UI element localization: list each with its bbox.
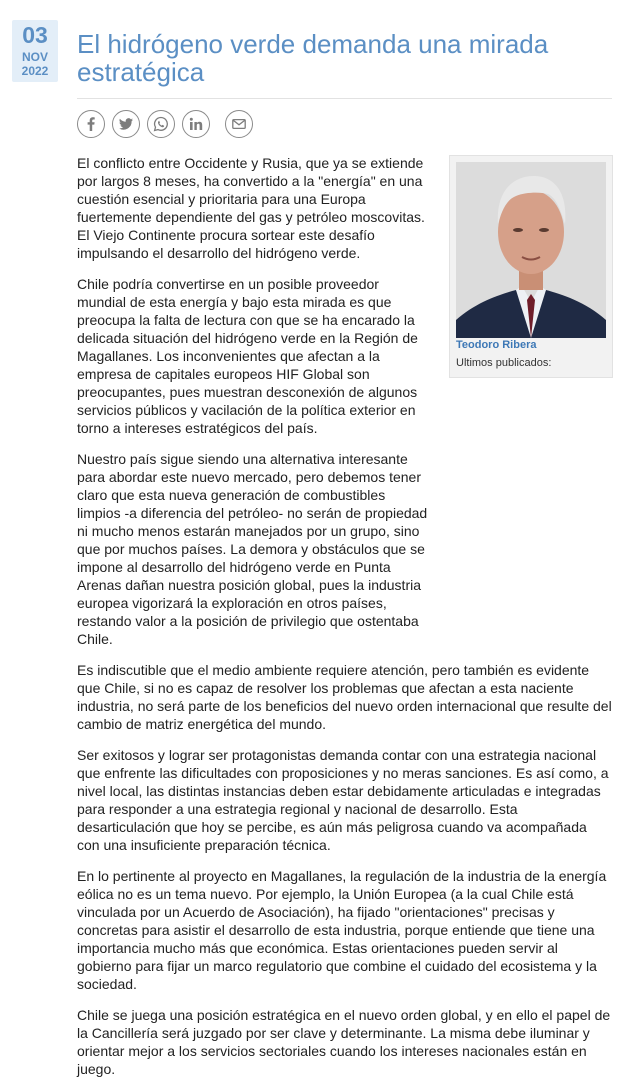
- article-paragraph: Chile podría convertirse en un posible proveedor mundial de esta energía y bajo esta mirada es que preocupa la falta de lectura con que se ha encarado la delicada situación del hidrógeno verde en la Región de Magallanes. Los inconvenientes que afectan a la empresa de capitales europeos HIF Global son preocupantes, pues muestran desconexión de algunos servicios públicos y vacilación de la política exterior en torno a intereses estratégicos del país.: [77, 276, 418, 436]
- share-whatsapp-button[interactable]: [147, 110, 175, 138]
- author-recent-label: Ultimos publicados:: [456, 357, 552, 369]
- share-linkedin-button[interactable]: [182, 110, 210, 138]
- date-badge: [12, 20, 58, 82]
- article-title: El hidrógeno verde demanda una mirada estratégica: [77, 29, 549, 87]
- article-paragraph: Ser exitosos y lograr ser protagonistas demanda contar con una estrategia nacional que enfrente las dificultades con proposiciones y no meras sanciones. Es así como, a nivel local, las distintas instancias deben estar debidamente articuladas e integradas para responder a una estrategia regional y nacional de desarrollo. Esta desarticulación que hoy se percibe, es aún más peligrosa cuando va acompañada con una insuficiente preparación técnica.: [77, 747, 609, 853]
- title-divider: [77, 98, 612, 99]
- author-name-link[interactable]: Teodoro Ribera: [456, 339, 537, 351]
- article-paragraph: Chile se juega una posición estratégica en el nuevo orden global, y en ello el papel de la Cancillería será juzgado por ser clave y determinante. La misma debe iluminar y orientar mejor a los servicios sectoriales cuando los intereses nacionales están en juego.: [77, 1007, 611, 1077]
- date-month: NOV: [21, 50, 48, 64]
- share-bar: [77, 110, 253, 140]
- share-twitter-button[interactable]: [112, 110, 140, 138]
- article-paragraph: Es indiscutible que el medio ambiente requiere atención, pero también es evidente que Chile, si no es capaz de resolver los problemas que afectan a esta naciente industria, no será parte de los beneficios del nuevo orden internacional que resulte del cambio de matriz energética del mundo.: [77, 662, 612, 732]
- article-paragraph: Nuestro país sigue siendo una alternativa interesante para abordar este nuevo mercado, pero debemos tener claro que esta nueva generación de combustibles limpios -a diferencia del petróleo- no serán de propiedad ni mucho menos estarán manejados por un grupo, sino que por muchos países. La demora y obstáculos que se impone al desarrollo del hidrógeno verde en Punta Arenas dañan nuestra posición global, pues la industria europea vigorizará la exploración en otros países, restando valor a la posición de privilegio que ostentaba Chile.: [77, 451, 428, 647]
- date-day: 03: [22, 22, 48, 48]
- twitter-icon: [118, 116, 134, 132]
- share-facebook-button[interactable]: [77, 110, 105, 138]
- whatsapp-icon: [153, 116, 169, 132]
- mail-icon: [231, 116, 247, 132]
- date-year: 2022: [21, 64, 49, 78]
- facebook-icon: [83, 116, 99, 132]
- share-email-button[interactable]: [225, 110, 253, 138]
- article-paragraph: En lo pertinente al proyecto en Magallanes, la regulación de la industria de la energía eólica no es un tema nuevo. Por ejemplo, la Unión Europea (a la cual Chile está vinculada por un Acuerdo de Asociación), ha fijado "orientaciones" precisas y concretas para asistir el desarrollo de esta industria, porque entiende que tiene una importancia mucho más que económica. Estas orientaciones pueden servir al gobierno para fijar un marco regulatorio que combine el cuidado del ecosistema y la sociedad.: [77, 868, 607, 992]
- linkedin-icon: [188, 116, 204, 132]
- article-body: [77, 154, 613, 1088]
- article-paragraph: El conflicto entre Occidente y Rusia, que ya se extiende por largos 8 meses, ha convertido a la "energía" en una cuestión esencial y prioritaria para una Europa fuertemente dependiente del gas y petróleo moscovitas. El Viejo Continente procura sortear este desafío impulsando el desarrollo del hidrógeno verde.: [77, 155, 425, 261]
